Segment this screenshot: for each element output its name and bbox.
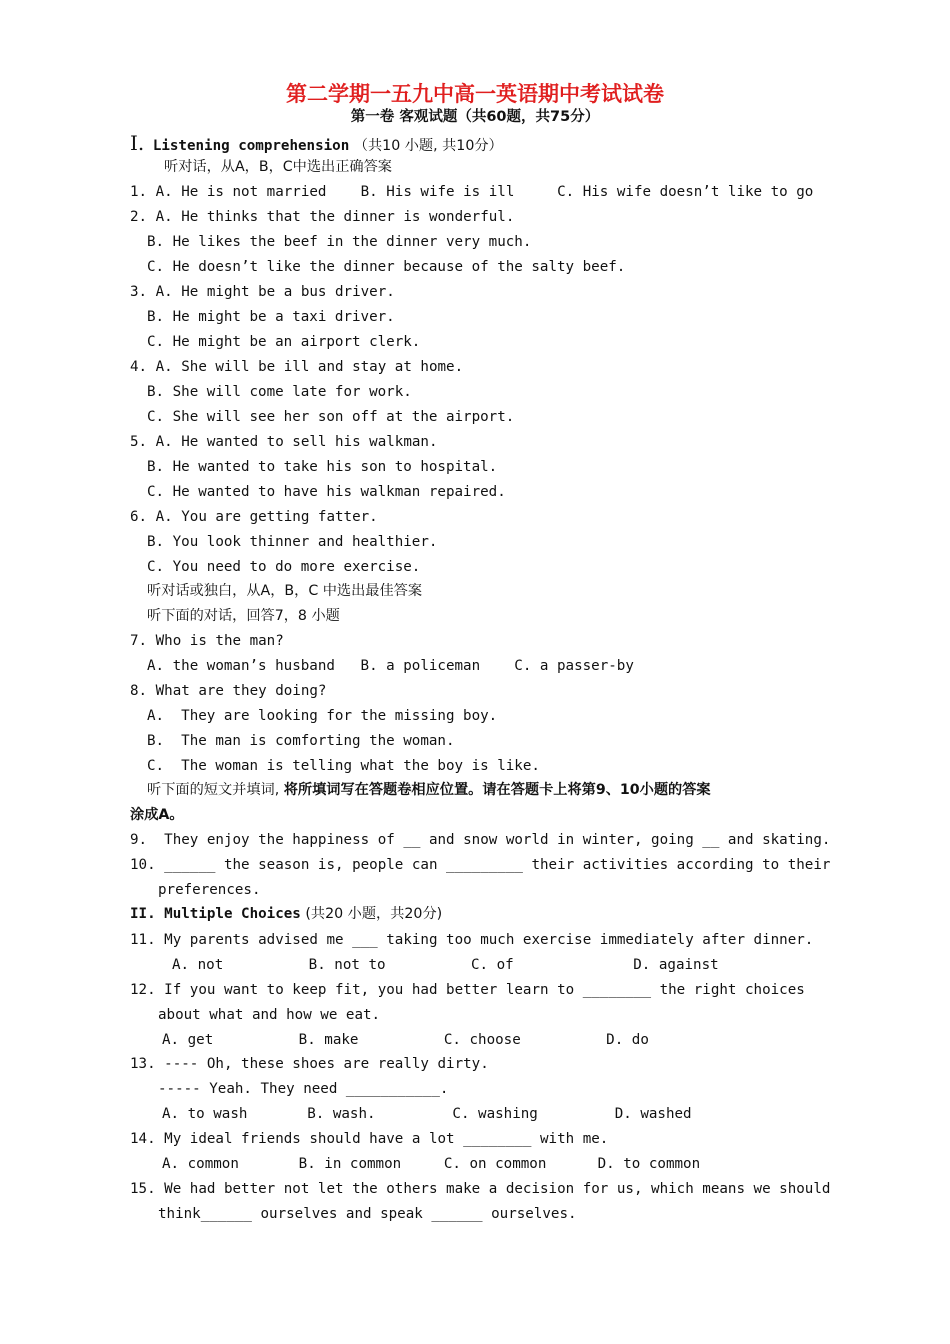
question-4: 4. A. She will be ill and stay at home. (130, 359, 464, 375)
question-8-option-a: A. They are looking for the missing boy. (147, 708, 498, 724)
question-7: 7. Who is the man? (130, 633, 284, 649)
question-8: 8. What are they doing? (130, 683, 327, 699)
question-2-option-c: C. He doesn’t like the dinner because of the salty beef. (147, 259, 626, 275)
question-12-options: A. get B. make C. choose D. do (162, 1032, 649, 1048)
question-13-options: A. to wash B. wash. C. washing D. washed (162, 1106, 692, 1122)
question-10: 10. ______ the season is, people can _________ their activities according to their (130, 857, 831, 873)
question-12: 12. If you want to keep fit, you had better learn to ________ the right choices (130, 982, 805, 998)
question-3: 3. A. He might be a bus driver. (130, 284, 395, 300)
question-1: 1. A. He is not married B. His wife is ill C. His wife doesn’t like to go (130, 184, 814, 200)
instruction-2: 听对话或独白，从A，B，C 中选出最佳答案 (147, 583, 423, 599)
instruction-4 (147, 780, 711, 800)
question-4-option-c: C. She will see her son off at the airport. (147, 409, 515, 425)
question-8-option-c: C. The woman is telling what the boy is like. (147, 758, 540, 774)
question-14-options: A. common B. in common C. on common D. to common (162, 1156, 701, 1172)
question-6: 6. A. You are getting fatter. (130, 509, 378, 525)
question-5-option-b: B. He wanted to take his son to hospital. (147, 459, 498, 475)
question-5: 5. A. He wanted to sell his walkman. (130, 434, 438, 450)
question-12-cont: about what and how we eat. (158, 1007, 381, 1023)
question-6-option-c: C. You need to do more exercise. (147, 559, 421, 575)
instruction-1: 听对话，从A，B，C中选出正确答案 (164, 159, 392, 175)
question-3-option-b: B. He might be a taxi driver. (147, 309, 395, 325)
section2-title: Multiple Choices (164, 906, 301, 922)
question-2: 2. A. He thinks that the dinner is wonderful. (130, 209, 515, 225)
section2-numeral: II. (130, 906, 156, 922)
section2-note: (共20 小题，共20分) (300, 906, 443, 922)
question-4-option-b: B. She will come late for work. (147, 384, 412, 400)
question-11: 11. My parents advised me ___ taking too much exercise immediately after dinner. (130, 932, 814, 948)
question-6-option-b: B. You look thinner and healthier. (147, 534, 438, 550)
question-11-options: A. not B. not to C. of D. against (172, 957, 719, 973)
question-14: 14. My ideal friends should have a lot ________ with me. (130, 1131, 609, 1147)
question-7-options: A. the woman’s husband B. a policeman C. a passer-by (147, 658, 634, 674)
section1-title: Listening comprehension (152, 138, 350, 154)
question-15: 15. We had better not let the others make a decision for us, which means we should (130, 1181, 831, 1197)
question-9: 9. They enjoy the happiness of __ and snow world in winter, going __ and skating. (130, 832, 831, 848)
question-13-cont: ----- Yeah. They need ___________. (158, 1081, 449, 1097)
question-10-cont: preferences. (158, 882, 261, 898)
question-5-option-c: C. He wanted to have his walkman repaired. (147, 484, 506, 500)
question-8-option-b: B. The man is comforting the woman. (147, 733, 455, 749)
question-15-cont: think______ ourselves and speak ______ ourselves. (158, 1206, 577, 1222)
section2-heading (130, 904, 442, 924)
question-13: 13. ---- Oh, these shoes are really dirty. (130, 1056, 489, 1072)
instruction-3: 听下面的对话，回答7，8 小题 (147, 608, 340, 624)
section1-numeral: I. (130, 131, 145, 155)
section1-heading (130, 133, 503, 156)
question-3-option-c: C. He might be an airport clerk. (147, 334, 421, 350)
exam-subtitle: 第一卷 客观试题（共60题，共75分） (350, 109, 600, 125)
instruction-4-cont: 涂成A。 (130, 807, 184, 823)
section1-note: （共10 小题, 共10分） (349, 138, 503, 154)
instruction-4-bold: 将所填词写在答题卷相应位置。请在答题卡上将第9、10小题的答案 (283, 782, 711, 798)
question-2-option-b: B. He likes the beef in the dinner very much. (147, 234, 532, 250)
exam-title: 第二学期一五九中高一英语期中考试试卷 (286, 82, 664, 106)
instruction-4-plain: 听下面的短文并填词, (147, 782, 284, 798)
